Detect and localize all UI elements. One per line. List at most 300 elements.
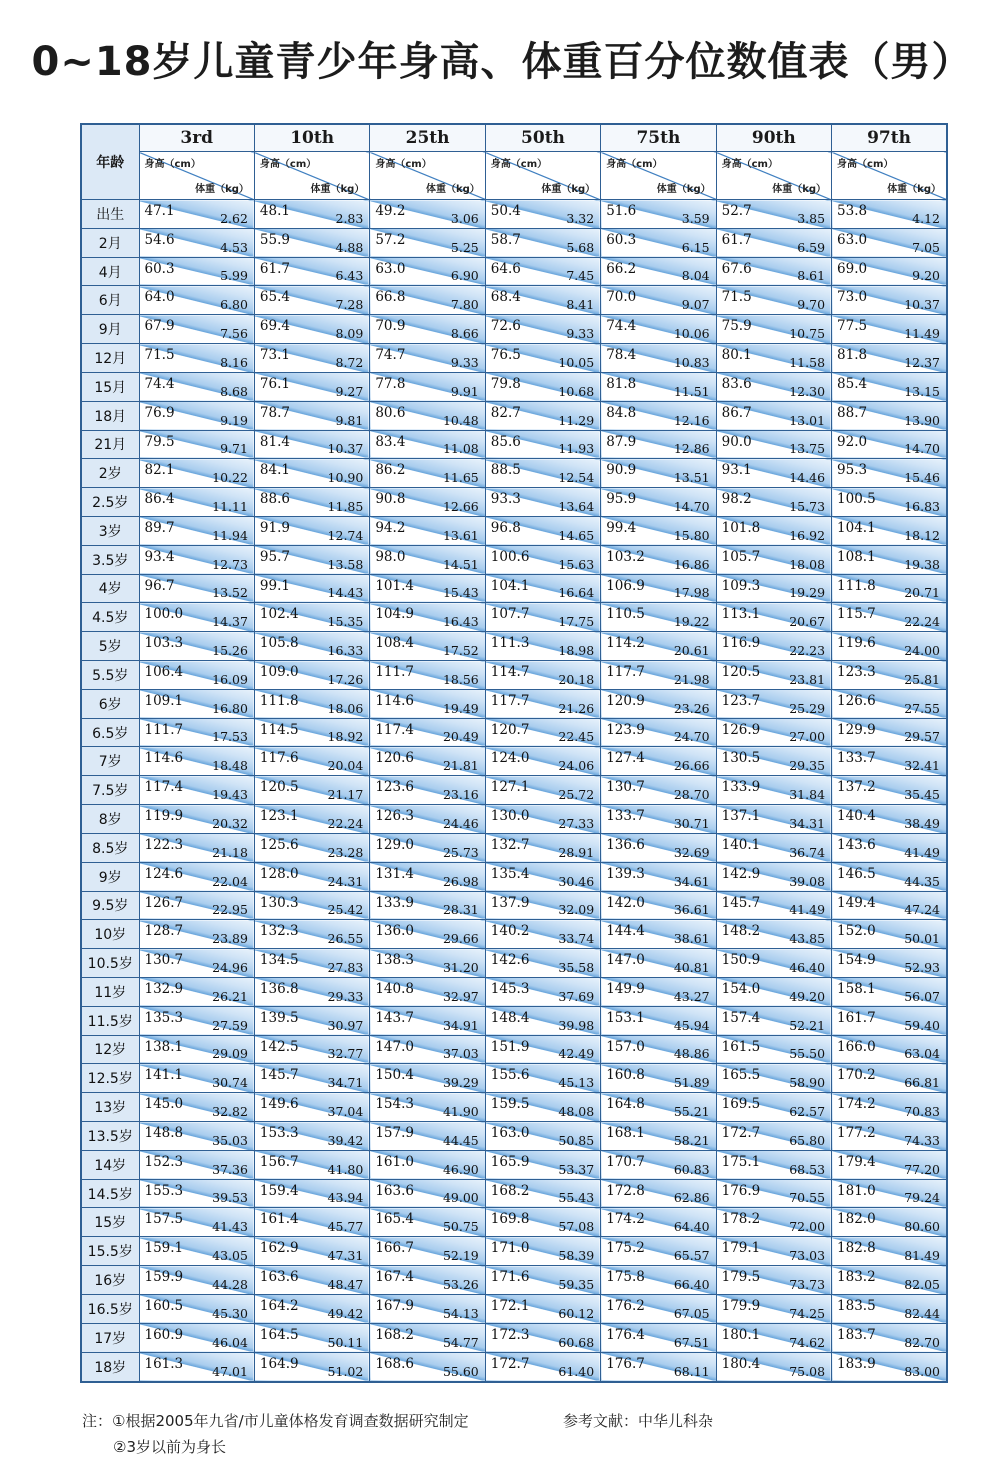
percentile-value-cell (370, 1266, 485, 1295)
percentile-value-cell (716, 603, 831, 632)
height-value: 86.4 (144, 491, 175, 508)
percentile-value-cell (832, 1064, 947, 1093)
percentile-value-cell (716, 718, 831, 747)
height-value: 133.9 (375, 894, 414, 911)
weight-value: 37.03 (442, 1046, 479, 1062)
height-value: 92.0 (837, 433, 868, 450)
percentile-value-cell (254, 1064, 369, 1093)
percentile-value-cell (832, 516, 947, 545)
percentile-value-cell (832, 977, 947, 1006)
height-value: 111.8 (259, 692, 299, 709)
height-value: 60.3 (144, 260, 175, 277)
height-value: 157.0 (606, 1038, 645, 1055)
weight-value: 63.04 (904, 1046, 940, 1062)
weight-value: 41.49 (904, 844, 940, 860)
weight-value: 25.72 (558, 787, 595, 803)
percentile-value-cell (832, 1006, 947, 1035)
age-cell: 10岁 (81, 920, 139, 949)
weight-value: 42.49 (558, 1046, 595, 1062)
weight-value: 12.86 (673, 441, 710, 457)
height-value: 70.0 (606, 289, 637, 306)
height-unit-label: 身高（cm） (375, 159, 432, 170)
weight-value: 74.25 (789, 1305, 826, 1321)
percentile-value-cell (485, 1323, 600, 1352)
percentile-value-cell (716, 286, 831, 315)
height-value: 120.7 (490, 721, 530, 738)
weight-value: 82.44 (904, 1305, 940, 1321)
percentile-value-cell (254, 977, 369, 1006)
height-value: 109.3 (721, 577, 761, 594)
height-value: 183.5 (837, 1297, 876, 1314)
table-row (81, 689, 947, 718)
height-value: 182.8 (837, 1240, 876, 1257)
height-value: 163.6 (259, 1269, 299, 1286)
percentile-value-cell (254, 574, 369, 603)
table-row (81, 1237, 947, 1266)
age-cell: 18岁 (81, 1352, 139, 1382)
percentile-value-cell (601, 1237, 716, 1266)
height-value: 64.0 (144, 289, 175, 306)
height-value: 182.0 (837, 1211, 876, 1228)
weight-value: 10.90 (327, 470, 364, 486)
weight-value: 15.26 (212, 643, 248, 658)
percentile-value-cell (139, 344, 254, 373)
height-value: 95.7 (259, 548, 290, 565)
weight-value: 29.35 (789, 758, 826, 774)
height-value: 167.4 (375, 1269, 414, 1286)
height-value: 150.9 (721, 952, 761, 969)
age-cell: 12岁 (81, 1035, 139, 1064)
percentile-value-cell (716, 1208, 831, 1237)
weight-value: 19.49 (442, 700, 479, 716)
age-cell: 6月 (81, 286, 139, 315)
height-value: 179.4 (837, 1153, 876, 1170)
percentile-value-cell (716, 372, 831, 401)
height-value: 166.0 (837, 1038, 876, 1055)
height-value: 88.5 (490, 462, 521, 479)
weight-value: 11.85 (327, 498, 364, 514)
percentile-value-cell (716, 228, 831, 257)
weight-value: 46.04 (212, 1334, 248, 1350)
weight-value: 38.61 (673, 931, 710, 947)
percentile-value-cell (370, 1352, 485, 1382)
weight-value: 32.09 (558, 902, 595, 918)
percentile-value-cell (832, 315, 947, 344)
percentile-value-cell (370, 1237, 485, 1266)
weight-value: 53.26 (442, 1276, 479, 1292)
weight-value: 24.31 (327, 873, 364, 889)
percentile-value-cell (139, 488, 254, 517)
weight-value: 68.53 (789, 1161, 826, 1177)
weight-value: 46.90 (442, 1161, 479, 1177)
table-row (81, 949, 947, 978)
percentile-value-cell (716, 459, 831, 488)
weight-value: 19.38 (904, 556, 940, 572)
age-cell: 3.5岁 (81, 545, 139, 574)
percentile-value-cell (139, 661, 254, 690)
percentile-value-cell (254, 833, 369, 862)
height-value: 149.9 (606, 980, 645, 997)
table-row (81, 1352, 947, 1382)
height-value: 140.4 (837, 808, 876, 825)
percentile-value-cell (139, 1035, 254, 1064)
height-value: 135.3 (144, 1009, 184, 1026)
weight-value: 32.97 (442, 988, 479, 1004)
percentile-value-cell (485, 1006, 600, 1035)
height-value: 90.9 (606, 462, 637, 479)
weight-value: 43.05 (212, 1248, 248, 1264)
percentile-value-cell (139, 747, 254, 776)
percentile-value-cell (601, 372, 716, 401)
percentile-value-cell (601, 1266, 716, 1295)
percentile-value-cell (254, 1237, 369, 1266)
percentile-header: 3rd (139, 124, 254, 152)
weight-value: 50.11 (327, 1334, 364, 1350)
weight-value: 30.74 (212, 1075, 248, 1091)
percentile-value-cell (485, 949, 600, 978)
table-row (81, 1064, 947, 1093)
height-value: 64.6 (490, 260, 521, 277)
percentile-value-cell (716, 1179, 831, 1208)
age-cell: 15岁 (81, 1208, 139, 1237)
weight-value: 12.30 (789, 383, 826, 399)
weight-value: 10.48 (442, 412, 479, 428)
age-cell: 出生 (81, 200, 139, 229)
weight-value: 5.99 (220, 268, 248, 284)
weight-value: 67.51 (673, 1334, 710, 1350)
weight-value: 43.27 (673, 988, 710, 1004)
height-value: 69.4 (259, 318, 290, 335)
height-value: 67.9 (144, 318, 175, 335)
percentile-value-cell (601, 920, 716, 949)
percentile-value-cell (716, 1352, 831, 1382)
height-value: 74.7 (375, 347, 406, 364)
percentile-value-cell (254, 372, 369, 401)
weight-value: 11.08 (442, 441, 479, 457)
table-body (81, 200, 947, 1383)
age-cell: 2岁 (81, 459, 139, 488)
weight-value: 26.55 (327, 931, 364, 947)
age-cell: 2月 (81, 228, 139, 257)
percentile-value-cell (832, 891, 947, 920)
percentile-value-cell (601, 833, 716, 862)
table-row (81, 891, 947, 920)
weight-value: 13.15 (904, 383, 940, 399)
percentile-value-cell (254, 488, 369, 517)
height-value: 98.0 (375, 548, 406, 565)
percentile-value-cell (485, 661, 600, 690)
weight-value: 37.04 (327, 1104, 364, 1119)
weight-value: 51.02 (327, 1364, 364, 1379)
height-value: 155.3 (144, 1182, 184, 1199)
height-value: 105.7 (721, 548, 761, 565)
percentile-value-cell (601, 344, 716, 373)
weight-value: 3.85 (797, 210, 826, 226)
height-value: 161.3 (144, 1355, 184, 1372)
percentile-value-cell (485, 545, 600, 574)
weight-value: 61.40 (558, 1364, 595, 1379)
weight-value: 11.94 (212, 527, 248, 543)
height-value: 130.7 (606, 779, 645, 796)
weight-value: 32.82 (212, 1104, 248, 1119)
percentile-value-cell (601, 286, 716, 315)
height-value: 132.7 (490, 836, 530, 853)
percentile-value-cell (254, 1179, 369, 1208)
weight-value: 9.27 (335, 383, 364, 399)
weight-value: 60.12 (558, 1305, 595, 1321)
height-value: 93.4 (144, 548, 175, 565)
height-value: 172.1 (490, 1297, 530, 1314)
percentile-value-cell (139, 257, 254, 286)
height-value: 67.6 (721, 260, 752, 277)
height-value: 148.4 (490, 1009, 530, 1026)
height-value: 126.9 (721, 721, 761, 738)
table-row (81, 344, 947, 373)
weight-value: 55.43 (558, 1190, 595, 1206)
weight-value: 40.81 (673, 959, 710, 975)
percentile-value-cell (254, 718, 369, 747)
height-value: 106.4 (144, 664, 184, 680)
height-value: 176.4 (606, 1326, 645, 1343)
height-value: 128.7 (144, 923, 184, 940)
weight-value: 11.49 (904, 326, 940, 342)
weight-value: 12.66 (442, 498, 479, 514)
height-value: 154.0 (721, 980, 761, 997)
percentile-value-cell (601, 1352, 716, 1382)
height-value: 180.4 (721, 1355, 761, 1372)
height-value: 135.4 (490, 865, 530, 882)
height-value: 111.7 (375, 664, 414, 680)
percentile-value-cell (370, 949, 485, 978)
height-value: 143.7 (375, 1009, 414, 1026)
height-value: 73.1 (259, 347, 290, 364)
height-value: 116.9 (721, 635, 761, 652)
percentile-value-cell (254, 1208, 369, 1237)
height-value: 49.2 (375, 203, 406, 219)
percentile-value-cell (254, 747, 369, 776)
height-value: 95.9 (606, 491, 637, 508)
percentile-value-cell (139, 1208, 254, 1237)
percentile-value-cell (832, 1122, 947, 1151)
percentile-value-cell (485, 1122, 600, 1151)
height-value: 153.1 (606, 1009, 645, 1026)
percentile-value-cell (139, 200, 254, 229)
weight-value: 9.33 (566, 326, 595, 342)
height-value: 124.0 (490, 750, 530, 767)
percentile-value-cell (832, 401, 947, 430)
percentile-value-cell (254, 1150, 369, 1179)
percentile-value-cell (832, 949, 947, 978)
weight-value: 68.11 (673, 1364, 710, 1379)
weight-value: 21.26 (558, 700, 595, 716)
weight-value: 58.39 (558, 1248, 595, 1264)
height-value: 160.5 (144, 1297, 184, 1314)
percentile-value-cell (370, 1323, 485, 1352)
height-value: 172.8 (606, 1182, 645, 1199)
percentile-value-cell (485, 1150, 600, 1179)
weight-value: 45.30 (212, 1305, 248, 1321)
weight-value: 28.91 (558, 844, 595, 860)
percentile-value-cell (716, 200, 831, 229)
weight-value: 70.55 (789, 1190, 826, 1206)
height-value: 78.7 (259, 404, 290, 421)
percentile-value-cell (485, 1179, 600, 1208)
age-cell: 21月 (81, 430, 139, 459)
weight-value: 31.20 (442, 959, 479, 975)
height-value: 136.0 (375, 923, 414, 940)
table-row (81, 516, 947, 545)
percentile-value-cell (139, 228, 254, 257)
weight-value: 7.56 (220, 326, 248, 342)
unit-header-cell (832, 152, 947, 200)
table-row (81, 833, 947, 862)
height-value: 114.6 (375, 692, 414, 709)
weight-value: 81.49 (904, 1248, 940, 1264)
weight-value: 26.66 (673, 758, 710, 774)
percentile-value-cell (832, 372, 947, 401)
weight-value: 16.09 (212, 671, 248, 687)
percentile-value-cell (601, 747, 716, 776)
weight-value: 52.19 (442, 1248, 479, 1264)
height-value: 100.0 (144, 606, 184, 623)
percentile-value-cell (139, 1294, 254, 1323)
percentile-value-cell (370, 805, 485, 834)
percentile-value-cell (716, 516, 831, 545)
height-value: 132.9 (144, 980, 184, 997)
height-value: 169.8 (490, 1211, 530, 1228)
table-row (81, 977, 947, 1006)
weight-value: 9.07 (681, 297, 710, 313)
percentile-value-cell (601, 401, 716, 430)
height-value: 68.4 (490, 289, 521, 306)
height-value: 77.8 (375, 375, 406, 392)
weight-value: 29.09 (212, 1046, 248, 1062)
table-row (81, 1179, 947, 1208)
weight-value: 14.70 (904, 441, 940, 457)
weight-value: 22.24 (904, 614, 940, 630)
weight-value: 46.40 (789, 959, 826, 975)
percentile-value-cell (485, 862, 600, 891)
height-value: 168.2 (490, 1182, 530, 1199)
table-row (81, 257, 947, 286)
percentile-value-cell (370, 1294, 485, 1323)
percentile-value-cell (370, 718, 485, 747)
height-value: 146.5 (837, 865, 876, 882)
height-value: 147.0 (375, 1038, 414, 1055)
percentile-value-cell (485, 228, 600, 257)
height-value: 179.5 (721, 1269, 761, 1286)
weight-value: 43.85 (789, 931, 826, 947)
weight-value: 7.05 (912, 239, 940, 255)
weight-value: 6.59 (797, 239, 826, 255)
percentile-value-cell (139, 920, 254, 949)
percentile-value-cell (716, 661, 831, 690)
weight-value: 13.58 (327, 556, 364, 572)
percentile-value-cell (370, 344, 485, 373)
percentile-value-cell (485, 1352, 600, 1382)
weight-value: 21.17 (327, 787, 364, 803)
weight-value: 43.94 (327, 1190, 364, 1206)
percentile-value-cell (485, 1093, 600, 1122)
percentile-value-cell (370, 228, 485, 257)
height-value: 120.5 (721, 664, 761, 680)
weight-value: 79.24 (904, 1190, 940, 1206)
percentile-value-cell (716, 1294, 831, 1323)
height-value: 82.1 (144, 462, 175, 479)
weight-value: 14.51 (442, 556, 479, 572)
height-value: 53.8 (837, 203, 868, 219)
percentile-value-cell (601, 1006, 716, 1035)
height-value: 101.8 (721, 519, 761, 536)
weight-value: 3.59 (681, 210, 710, 226)
weight-value: 39.42 (327, 1132, 364, 1148)
height-value: 137.9 (490, 894, 530, 911)
height-value: 100.6 (490, 548, 530, 565)
percentile-value-cell (370, 1064, 485, 1093)
percentile-value-cell (485, 372, 600, 401)
height-value: 103.2 (606, 548, 645, 565)
percentile-value-cell (832, 1323, 947, 1352)
height-value: 117.4 (144, 779, 184, 796)
percentile-value-cell (485, 1294, 600, 1323)
percentile-value-cell (716, 632, 831, 661)
weight-value: 66.40 (673, 1276, 710, 1292)
percentile-value-cell (370, 286, 485, 315)
height-value: 163.0 (490, 1125, 530, 1141)
height-value: 119.9 (144, 808, 184, 825)
percentile-value-cell (485, 430, 600, 459)
weight-value: 4.88 (335, 239, 364, 255)
height-value: 54.6 (144, 231, 175, 248)
percentile-value-cell (716, 920, 831, 949)
age-cell: 4.5岁 (81, 603, 139, 632)
weight-value: 13.52 (212, 585, 248, 601)
weight-value: 49.42 (327, 1305, 364, 1321)
height-value: 82.7 (490, 404, 521, 421)
age-cell: 6岁 (81, 689, 139, 718)
weight-value: 13.01 (789, 412, 826, 428)
height-value: 76.1 (259, 375, 290, 392)
weight-value: 26.98 (442, 873, 479, 889)
height-value: 180.1 (721, 1326, 761, 1343)
percentile-value-cell (370, 1150, 485, 1179)
weight-value: 29.33 (327, 988, 364, 1004)
table-row (81, 1006, 947, 1035)
age-cell: 12.5岁 (81, 1064, 139, 1093)
weight-value: 12.74 (327, 527, 364, 543)
height-value: 101.4 (375, 577, 414, 594)
weight-value: 65.80 (789, 1132, 826, 1148)
height-value: 156.7 (259, 1153, 299, 1170)
percentile-value-cell (139, 1237, 254, 1266)
weight-value: 62.86 (673, 1190, 710, 1206)
weight-value: 27.83 (327, 959, 364, 975)
percentile-value-cell (370, 488, 485, 517)
percentile-value-cell (601, 574, 716, 603)
percentile-value-cell (601, 228, 716, 257)
percentile-header: 10th (254, 124, 369, 152)
unit-header-cell (370, 152, 485, 200)
percentile-value-cell (716, 344, 831, 373)
height-value: 140.1 (721, 836, 761, 853)
age-cell: 5岁 (81, 632, 139, 661)
weight-value: 9.91 (450, 383, 479, 399)
percentile-value-cell (254, 228, 369, 257)
weight-value: 23.26 (673, 700, 710, 716)
height-value: 152.0 (837, 923, 876, 940)
height-value: 72.6 (490, 318, 521, 335)
height-value: 85.6 (490, 433, 521, 450)
